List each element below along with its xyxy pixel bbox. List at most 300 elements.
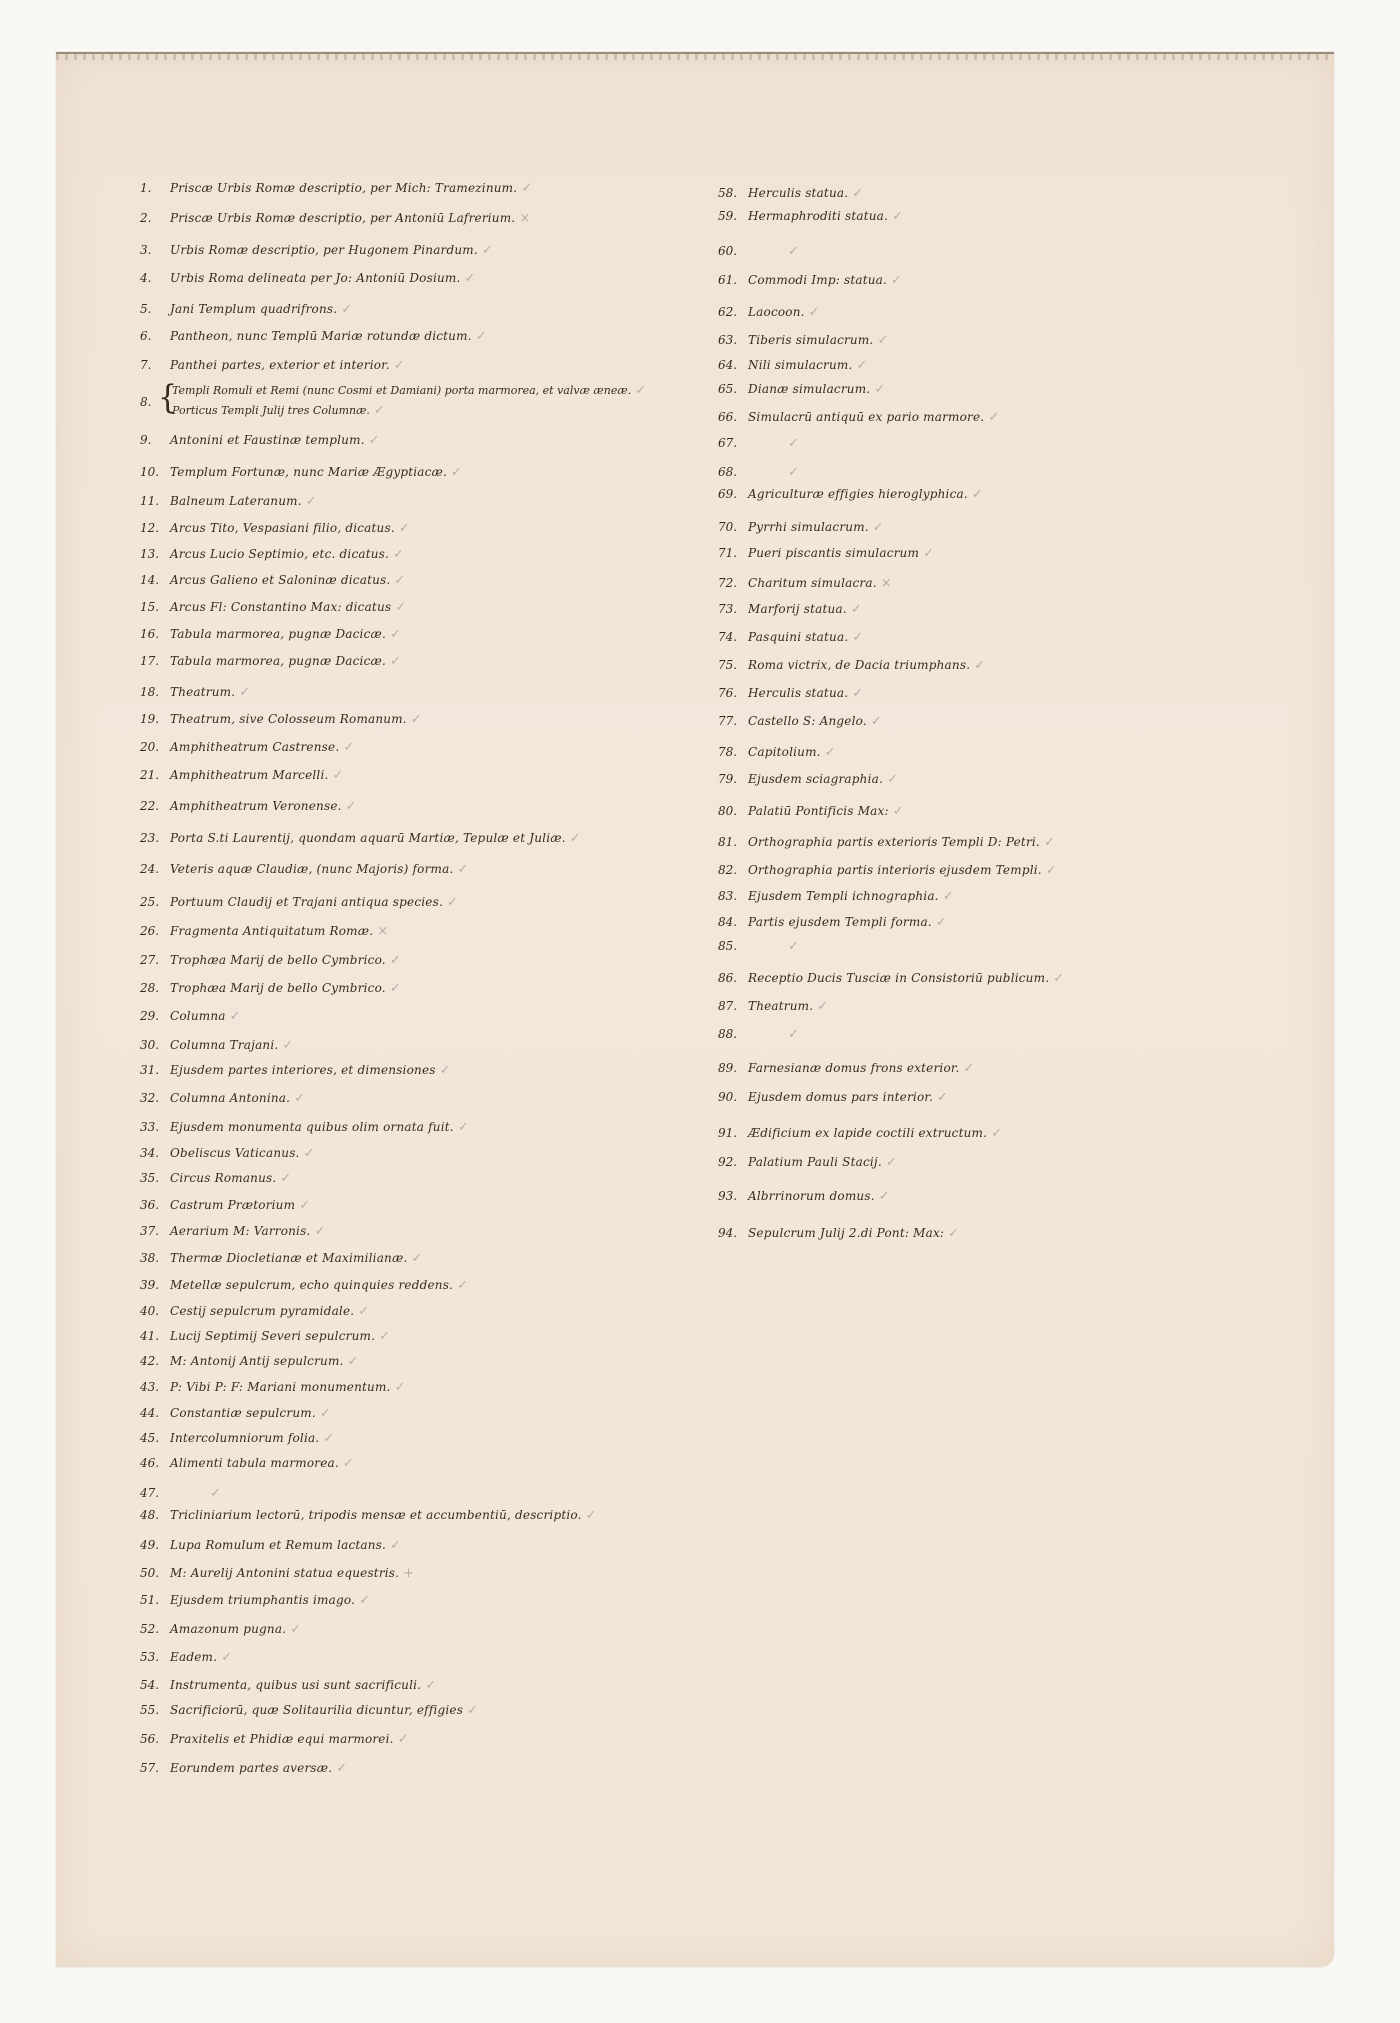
check-mark-icon: ✓ (323, 1431, 335, 1446)
entry-text: Lupa Romulum et Remum lactans. (170, 1538, 387, 1552)
entry-number: 80. (718, 804, 738, 818)
entry-number: 74. (718, 630, 738, 644)
entry-text: Ejusdem triumphantis imago. (170, 1593, 356, 1607)
check-mark-icon: ✓ (347, 1354, 359, 1369)
list-item (718, 804, 904, 819)
check-mark-icon: ✓ (368, 433, 380, 448)
entry-text: P: Vibi P: F: Mariani monumentum. (170, 1380, 391, 1394)
entry-text: Metellæ sepulcrum, echo quinquies reddens. (170, 1278, 454, 1292)
entry-number: 40. (140, 1304, 160, 1318)
check-mark-icon: ✓ (824, 745, 836, 760)
entry-text: Panthei partes, exterior et interior. (170, 358, 390, 372)
list-item (718, 186, 863, 201)
check-mark-icon: ✓ (585, 1508, 597, 1523)
entry-number: 55. (140, 1703, 160, 1717)
entry-text: Arcus Lucio Septimio, etc. dicatus. (170, 547, 390, 561)
entry-text: Herculis statua. (748, 686, 849, 700)
list-item (718, 465, 799, 480)
check-mark-icon: ✓ (393, 358, 405, 373)
entry-number: 35. (140, 1171, 160, 1185)
check-mark-icon: ✓ (481, 243, 493, 258)
cross-mark-icon: × (519, 211, 531, 226)
check-mark-icon: ✓ (394, 1380, 406, 1395)
list-item (718, 745, 836, 760)
list-item (140, 740, 354, 755)
entry-text: Veteris aquæ Claudiæ, (nunc Majoris) forma. (170, 862, 454, 876)
entry-number: 82. (718, 863, 738, 877)
check-mark-icon: ✓ (788, 465, 799, 480)
check-mark-icon: ✓ (937, 1090, 948, 1105)
cross-mark-icon: × (377, 924, 389, 939)
check-mark-icon: ✓ (521, 181, 533, 196)
entry-number: 58. (718, 186, 738, 200)
entry-number: 49. (140, 1538, 160, 1552)
entry-number: 77. (718, 714, 738, 728)
list-item (718, 305, 820, 320)
check-mark-icon: ✓ (373, 403, 385, 418)
entry-number: 68. (718, 465, 738, 479)
entry-text: Ejusdem monumenta quibus olim ornata fuit. (170, 1120, 454, 1134)
check-mark-icon: ✓ (892, 209, 903, 224)
check-mark-icon: ✓ (788, 1027, 799, 1042)
entry-number: 10. (140, 465, 160, 479)
entry-text: Priscæ Urbis Romæ descriptio, per Antoniū Lafrerium. (170, 211, 516, 225)
entry-text: Eadem. (170, 1650, 218, 1664)
check-mark-icon: ✓ (457, 862, 469, 877)
entry-number: 12. (140, 521, 160, 535)
entry-number: 23. (140, 831, 160, 845)
check-mark-icon: ✓ (892, 804, 904, 819)
list-item (140, 895, 458, 910)
check-mark-icon: ✓ (395, 600, 407, 615)
check-mark-icon: ✓ (294, 1091, 306, 1106)
list-item (718, 1226, 959, 1241)
entry-number: 25. (140, 895, 160, 909)
check-mark-icon: ✓ (239, 685, 251, 700)
entry-number: 87. (718, 999, 738, 1013)
entry-number: 51. (140, 1593, 160, 1607)
check-mark-icon: ✓ (290, 1622, 302, 1637)
list-item (140, 712, 422, 727)
check-mark-icon: ✓ (464, 271, 476, 286)
list-item (718, 1090, 948, 1105)
check-mark-icon: ✓ (393, 547, 404, 562)
check-mark-icon: ✓ (389, 953, 401, 968)
entry-text: Pasquini statua. (748, 630, 849, 644)
entry-number: 56. (140, 1732, 160, 1746)
entry-number: 14. (140, 573, 160, 587)
entry-text: Cestij sepulcrum pyramidale. (170, 1304, 355, 1318)
list-item (718, 410, 999, 425)
list-item (140, 1038, 293, 1053)
list-item (140, 1198, 310, 1213)
list-item (140, 654, 401, 669)
entry-number: 78. (718, 745, 738, 759)
entry-text: Pyrrhi simulacrum. (748, 520, 869, 534)
check-mark-icon: ✓ (870, 714, 882, 729)
entry-text: Templi Romuli et Remi (nunc Cosmi et Damiani) porta marmorea, et valvæ æneæ. (172, 384, 632, 397)
entry-number: 38. (140, 1251, 160, 1265)
entry-number: 8. (140, 395, 152, 409)
entry-number: 46. (140, 1456, 160, 1470)
entry-text: Urbis Romæ descriptio, per Hugonem Pinardum. (170, 243, 478, 257)
entry-number: 62. (718, 305, 738, 319)
entry-number: 48. (140, 1508, 160, 1522)
entry-number: 5. (140, 302, 152, 316)
entry-number: 72. (718, 576, 738, 590)
check-mark-icon: ✓ (282, 1038, 294, 1053)
check-mark-icon: ✓ (210, 1486, 221, 1501)
entry-number: 75. (718, 658, 738, 672)
entry-number: 45. (140, 1431, 160, 1445)
check-mark-icon: ✓ (411, 1251, 423, 1266)
entry-number: 66. (718, 410, 738, 424)
list-item (140, 547, 404, 562)
entry-number: 41. (140, 1329, 160, 1343)
check-mark-icon: ✓ (398, 521, 410, 536)
entry-text: Tabula marmorea, pugnæ Dacicæ. (170, 654, 386, 668)
check-mark-icon: ✓ (451, 465, 462, 480)
check-mark-icon: ✓ (299, 1198, 311, 1213)
list-item (718, 686, 863, 701)
list-item (140, 1593, 370, 1608)
entry-text: Arcus Tito, Vespasiani filio, dicatus. (170, 521, 395, 535)
plus-mark-icon: + (403, 1566, 415, 1581)
list-item (718, 1061, 974, 1076)
list-item (140, 627, 401, 642)
list-item (718, 714, 882, 729)
entry-number: 93. (718, 1189, 738, 1203)
entry-text: Capitolium. (748, 745, 821, 759)
check-mark-icon: ✓ (389, 981, 401, 996)
entry-text: Arcus Galieno et Saloninæ dicatus. (170, 573, 391, 587)
list-item (140, 981, 401, 996)
check-mark-icon: ✓ (475, 329, 487, 344)
entry-text: Aerarium M: Varronis. (170, 1224, 311, 1238)
entry-text: Commodi Imp: statua. (748, 273, 888, 287)
check-mark-icon: ✓ (887, 772, 898, 787)
entry-number: 6. (140, 329, 152, 343)
entry-text: Constantiæ sepulcrum. (170, 1406, 316, 1420)
entry-text: Columna Antonina. (170, 1091, 291, 1105)
check-mark-icon: ✓ (305, 494, 317, 509)
entry-number: 22. (140, 799, 160, 813)
list-item (140, 1354, 358, 1369)
check-mark-icon: ✓ (942, 889, 954, 904)
check-mark-icon: ✓ (343, 740, 355, 755)
check-mark-icon: ✓ (569, 831, 581, 846)
entry-number: 91. (718, 1126, 738, 1140)
check-mark-icon: ✓ (280, 1171, 292, 1186)
list-item (718, 209, 903, 224)
entry-text: Orthographia partis interioris ejusdem Templi. (748, 863, 1042, 877)
list-item (718, 1027, 799, 1042)
entry-text: Antonini et Faustinæ templum. (170, 433, 365, 447)
list-item (140, 302, 352, 317)
check-mark-icon: ✓ (390, 1538, 401, 1553)
entry-number: 85. (718, 939, 738, 953)
entry-text: Agriculturæ effigies hieroglyphica. (748, 487, 968, 501)
entry-text: Laocoon. (748, 305, 805, 319)
entry-text: Castello S: Angelo. (748, 714, 867, 728)
entry-number: 90. (718, 1090, 738, 1104)
entry-text: Tiberis simulacrum. (748, 333, 874, 347)
list-item (718, 1189, 890, 1204)
entry-text: Theatrum. (170, 685, 236, 699)
list-item (718, 835, 1055, 850)
entry-number: 86. (718, 971, 738, 985)
entry-text: Priscæ Urbis Romæ descriptio, per Mich: Tramezinum. (170, 181, 518, 195)
list-item (140, 211, 530, 226)
check-mark-icon: ✓ (359, 1593, 370, 1608)
list-item (140, 1538, 401, 1553)
entry-number: 37. (140, 1224, 160, 1238)
list-item (140, 1622, 301, 1637)
list-item (718, 436, 799, 451)
list-item (140, 1251, 422, 1266)
entry-text: Castrum Prætorium (170, 1198, 296, 1212)
check-mark-icon: ✓ (852, 686, 864, 701)
entry-number: 89. (718, 1061, 738, 1075)
entry-number: 29. (140, 1009, 160, 1023)
entry-number: 57. (140, 1761, 160, 1775)
list-item-subline (172, 384, 646, 397)
check-mark-icon: ✓ (1043, 835, 1055, 850)
entry-number: 60. (718, 244, 738, 258)
entry-text: Pueri piscantis simulacrum (748, 546, 920, 560)
check-mark-icon: ✓ (808, 305, 820, 320)
check-mark-icon: ✓ (891, 273, 902, 288)
check-mark-icon: ✓ (397, 1732, 409, 1747)
entry-number: 21. (140, 768, 160, 782)
list-item (140, 1508, 597, 1523)
entry-text: Simulacrū antiquū ex pario marmore. (748, 410, 985, 424)
check-mark-icon: ✓ (341, 302, 353, 317)
list-item (718, 1126, 1002, 1141)
list-item (140, 1678, 436, 1693)
entry-number: 13. (140, 547, 160, 561)
entry-text: Pantheon, nunc Templū Mariæ rotundæ dictum. (170, 329, 472, 343)
entry-text: Ejusdem Templi ichnographia. (748, 889, 939, 903)
entry-number: 24. (140, 862, 160, 876)
check-mark-icon: ✓ (1045, 863, 1057, 878)
entry-text: Trophæa Marij de bello Cymbrico. (170, 981, 386, 995)
entry-text: Orthographia partis exterioris Templi D: Petri. (748, 835, 1040, 849)
entry-text: Palatiū Pontificis Max: (748, 804, 889, 818)
entry-text: Charitum simulacra. (748, 576, 877, 590)
list-item (140, 1009, 241, 1024)
list-item (140, 181, 532, 196)
entry-text: Lucij Septimij Severi sepulcrum. (170, 1329, 376, 1343)
entry-text: Tabula marmorea, pugnæ Dacicæ. (170, 627, 386, 641)
entry-text: Instrumenta, quibus usi sunt sacrificuli. (170, 1678, 422, 1692)
entry-number: 7. (140, 358, 152, 372)
entry-text: Columna (170, 1009, 226, 1023)
list-item (140, 1566, 414, 1581)
check-mark-icon: ✓ (877, 333, 889, 348)
check-mark-icon: ✓ (1053, 971, 1065, 986)
check-mark-icon: ✓ (988, 410, 1000, 425)
entry-number: 54. (140, 1678, 160, 1692)
check-mark-icon: ✓ (788, 939, 799, 954)
entry-text: Praxitelis et Phidiæ equi marmorei. (170, 1732, 394, 1746)
entry-number: 79. (718, 772, 738, 786)
check-mark-icon: ✓ (358, 1304, 370, 1319)
entry-text: M: Aurelij Antonini statua equestris. (170, 1566, 400, 1580)
check-mark-icon: ✓ (852, 186, 864, 201)
entry-number: 26. (140, 924, 160, 938)
entry-text: Alimenti tabula marmorea. (170, 1456, 339, 1470)
entry-number: 70. (718, 520, 738, 534)
entry-text: Amphitheatrum Veronense. (170, 799, 342, 813)
list-item (140, 494, 317, 509)
list-item (718, 939, 799, 954)
list-item (140, 1278, 468, 1293)
list-item (718, 333, 888, 348)
list-item (140, 1329, 390, 1344)
entry-text: Theatrum, sive Colosseum Romanum. (170, 712, 407, 726)
list-item (140, 1650, 232, 1665)
entry-number: 71. (718, 546, 738, 560)
list-item (140, 1431, 334, 1446)
entry-number: 59. (718, 209, 738, 223)
list-item (718, 520, 884, 535)
check-mark-icon: ✓ (923, 546, 934, 561)
entry-number: 44. (140, 1406, 160, 1420)
entry-number: 1. (140, 181, 152, 195)
entry-number: 30. (140, 1038, 160, 1052)
entry-number: 84. (718, 915, 738, 929)
entry-text: Amphitheatrum Castrense. (170, 740, 340, 754)
entry-text: Fragmenta Antiquitatum Romæ. (170, 924, 374, 938)
entry-text: Thermæ Diocletianæ et Maximilianæ. (170, 1251, 408, 1265)
entry-number: 27. (140, 953, 160, 967)
check-mark-icon: ✓ (467, 1703, 478, 1718)
list-item (140, 768, 343, 783)
list-item (140, 433, 380, 448)
entry-number: 65. (718, 382, 738, 396)
list-item (140, 1406, 331, 1421)
list-item (718, 658, 985, 673)
entry-text: Amazonum pugna. (170, 1622, 287, 1636)
entry-text: Farnesianæ domus frons exterior. (748, 1061, 960, 1075)
check-mark-icon: ✓ (963, 1061, 975, 1076)
check-mark-icon: ✓ (446, 895, 458, 910)
entry-text: Palatium Pauli Stacij. (748, 1155, 882, 1169)
check-mark-icon: ✓ (788, 244, 799, 259)
list-item (140, 685, 250, 700)
entry-number: 52. (140, 1622, 160, 1636)
entry-text: Roma victrix, de Dacia triumphans. (748, 658, 971, 672)
entry-text: Porta S.ti Laurentij, quondam aquarū Martiæ, Tepulæ et Juliæ. (170, 831, 566, 845)
entry-number: 81. (718, 835, 738, 849)
entry-number: 63. (718, 333, 738, 347)
list-item (140, 600, 406, 615)
entry-number: 32. (140, 1091, 160, 1105)
entry-text: Albrrinorum domus. (748, 1189, 875, 1203)
check-mark-icon: ✓ (342, 1456, 354, 1471)
list-item (140, 831, 581, 846)
entry-text: Circus Romanus. (170, 1171, 277, 1185)
entry-number: 53. (140, 1650, 160, 1664)
list-item-subline (172, 404, 385, 417)
check-mark-icon: ✓ (788, 436, 799, 451)
check-mark-icon: ✓ (850, 602, 862, 617)
list-item (140, 1171, 291, 1186)
list-item (140, 1456, 354, 1471)
entry-text: Porticus Templi Julij tres Columnæ. (172, 404, 370, 417)
check-mark-icon: ✓ (457, 1120, 469, 1135)
entry-text: Marforij statua. (748, 602, 847, 616)
entry-number: 88. (718, 1027, 738, 1041)
entry-number: 36. (140, 1198, 160, 1212)
entry-text: Arcus Fl: Constantino Max: dicatus (170, 600, 392, 614)
check-mark-icon: ✓ (390, 627, 401, 642)
entry-number: 43. (140, 1380, 160, 1394)
entry-number: 20. (140, 740, 160, 754)
entry-number: 34. (140, 1146, 160, 1160)
check-mark-icon: ✓ (635, 383, 647, 398)
entry-number: 47. (140, 1486, 160, 1500)
list-item (140, 1703, 478, 1718)
check-mark-icon: ✓ (314, 1224, 326, 1239)
check-mark-icon: ✓ (974, 658, 986, 673)
list-item (718, 358, 867, 373)
check-mark-icon: ✓ (852, 630, 864, 645)
check-mark-icon: ✓ (332, 768, 344, 783)
list-item (718, 602, 862, 617)
list-item (140, 1486, 221, 1501)
entry-number: 3. (140, 243, 152, 257)
entry-text: Eorundem partes aversæ. (170, 1761, 333, 1775)
check-mark-icon: ✓ (948, 1226, 960, 1241)
entry-number: 67. (718, 436, 738, 450)
list-item (718, 863, 1057, 878)
entry-number: 31. (140, 1063, 160, 1077)
check-mark-icon: ✓ (303, 1146, 315, 1161)
check-mark-icon: ✓ (425, 1678, 437, 1693)
entry-text: Sacrificiorū, quæ Solitaurilia dicuntur, effigies (170, 1703, 464, 1717)
entry-number: 19. (140, 712, 160, 726)
check-mark-icon: ✓ (439, 1063, 451, 1078)
check-mark-icon: ✓ (390, 654, 401, 669)
entry-number: 28. (140, 981, 160, 995)
list-item (140, 1120, 469, 1135)
list-item (140, 521, 410, 536)
list-item (140, 1063, 451, 1078)
entry-text: Trophæa Marij de bello Cymbrico. (170, 953, 386, 967)
list-item (140, 358, 405, 373)
entry-text: Obeliscus Vaticanus. (170, 1146, 300, 1160)
entry-number: 18. (140, 685, 160, 699)
entry-text: Sepulcrum Julij 2.di Pont: Max: (748, 1226, 945, 1240)
check-mark-icon: ✓ (336, 1761, 348, 1776)
check-mark-icon: ✓ (379, 1329, 390, 1344)
entry-number: 11. (140, 494, 160, 508)
list-item (718, 273, 902, 288)
entry-number: 16. (140, 627, 160, 641)
entry-number: 69. (718, 487, 738, 501)
list-item (140, 329, 487, 344)
list-item (140, 1761, 347, 1776)
entry-text: Templum Fortunæ, nunc Mariæ Ægyptiacæ. (170, 465, 448, 479)
list-item (140, 1380, 405, 1395)
entry-number: 92. (718, 1155, 738, 1169)
entry-number: 39. (140, 1278, 160, 1292)
entry-text: M: Antonij Antij sepulcrum. (170, 1354, 344, 1368)
list-item (718, 971, 1064, 986)
list-item (718, 889, 954, 904)
